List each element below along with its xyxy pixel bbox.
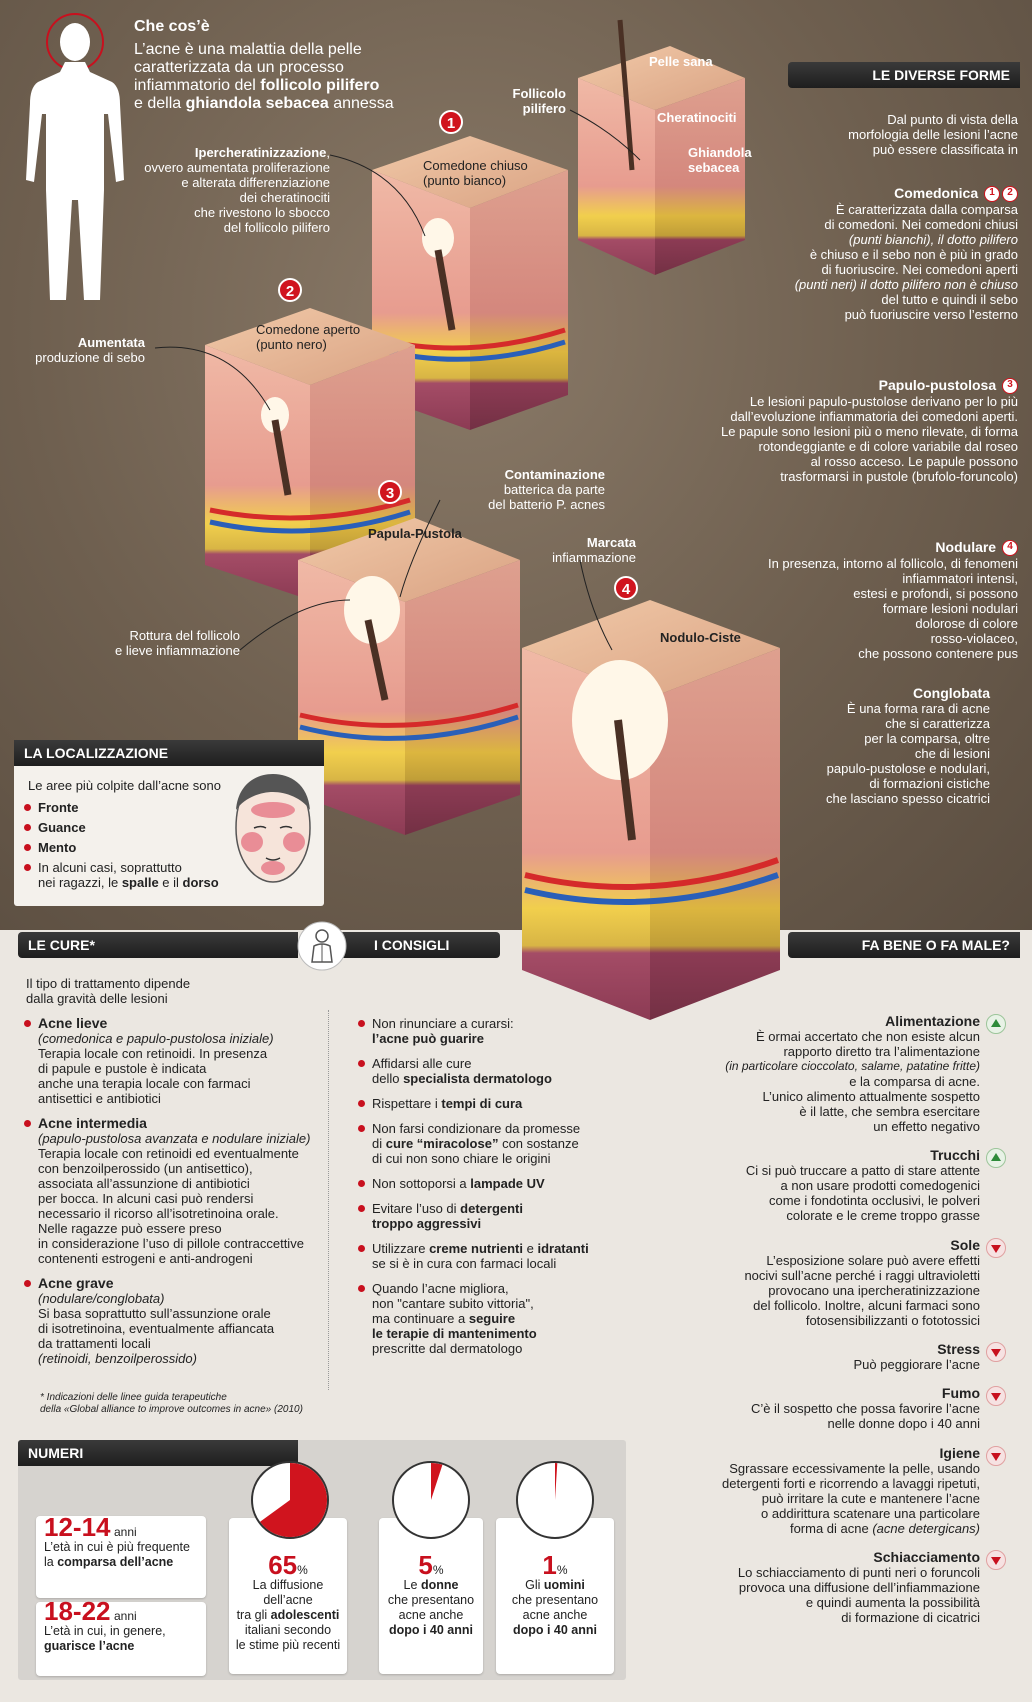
bad-arrow-icon [986, 1238, 1006, 1258]
cure-lieve: Acne lieve (comedonica e papulo-pustolosa iniziale) Terapia locale con retinoidi. In presenza di papule e pustole è indicata anche una terapia locale con farmaci antisettici e antibiotici [22, 1016, 322, 1106]
forme-intro: Dal punto di vista della morfologia delle lesioni l’acne può essere classificata in [848, 112, 1018, 157]
fabene-header: FA BENE O FA MALE? [788, 932, 1020, 958]
localizzazione-intro: Le aree più colpite dall’acne sono [28, 778, 221, 793]
loc-item-spalle-dorso: In alcuni casi, soprattutto nei ragazzi, le spalle e il dorso [22, 860, 232, 890]
good-arrow-icon [986, 1014, 1006, 1034]
cure-intro: Il tipo di trattamento dipende dalla gravità delle lesioni [26, 976, 191, 1006]
label-ghiandola-sebacea: Ghiandola sebacea [688, 145, 752, 175]
fabene-igiene: Igiene Sgrassare eccessivamente la pelle, usando detergenti forti e ricorrendo a lavaggi ripetuti, può irritare la cute e mantenere l’acne o addirittura scatenare una particolare forma di acne (acne detergicans) [680, 1446, 980, 1536]
cube-papula-pustola [298, 518, 520, 835]
badge-2: 2 [278, 278, 302, 302]
intro-line-4: e della ghiandola sebacea annessa [134, 95, 394, 112]
label-contaminazione: Contaminazione batterica da parte del batterio P. acnes [488, 467, 605, 512]
mini-badge-2: 2 [1002, 186, 1018, 202]
consiglio-7: Utilizzare creme nutrienti e idratanti se si è in cura con farmaci locali [356, 1241, 626, 1271]
label-pelle-sana: Pelle sana [649, 54, 713, 69]
loc-item-guance: Guance [22, 820, 232, 835]
label-cheratinociti: Cheratinociti [657, 110, 737, 125]
face-icon [226, 770, 320, 890]
numeri-card-5: 5% Le donne che presentano acne anche dopo i 40 anni [379, 1518, 483, 1674]
intro-line-1: L’acne è una malattia della pelle [134, 41, 362, 58]
badge-1: 1 [439, 110, 463, 134]
pie-65-percent [248, 1458, 332, 1542]
fabene-fumo: Fumo C’è il sospetto che possa favorire l’acne nelle donne dopo i 40 anni [680, 1386, 980, 1431]
forme-papulo-pustolosa: Papulo-pustolosa 3 Le lesioni papulo-pustolose derivano per lo più dall’evoluzione infiammatoria dei comedoni aperti. Le papule sono lesioni più o meno rilevate, di forma rotondeggiante e di colore variabile dal roseo al rosso acceso. Le papule possono trasformarsi in pustole (brufolo-foruncolo) [720, 377, 1018, 485]
label-comedone-aperto: Comedone aperto (punto nero) [256, 322, 361, 352]
pie-5-percent [389, 1458, 473, 1542]
numeri-card-65: 65% La diffusione dell’acne tra gli adolescenti italiani secondo le stime più recenti [229, 1518, 347, 1674]
fabene-alimentazione: Alimentazione È ormai accertato che non esiste alcun rapporto diretto tra l’alimentazione (in particolare cioccolato, salame, patatine fritte) e la comparsa di acne. L’unico alimento attualmente sospetto è il latte, che sembra esercitare un effetto negativo [680, 1014, 980, 1134]
cube-nodulo-ciste [522, 600, 780, 1020]
cure-intermedia: Acne intermedia (papulo-pustolosa avanzata e nodulare iniziale) Terapia locale con retinoidi ed eventualmente con benzoilperossido (un antisettico), associata all’assunzione di antibiotici per bocca. In alcuni casi può rendersi necessario il ricorso all’isotretinoina orale. Nelle ragazze può essere preso in considerazione l’uso di pillole contraccettive contenenti estrogeni e anti-androgeni [22, 1116, 322, 1266]
consiglio-6: Evitare l’uso di detergenti troppo aggressivi [356, 1201, 626, 1231]
label-rottura-follicolo: Rottura del follicolo e lieve infiammazione [114, 628, 240, 658]
doctor-icon [296, 920, 348, 972]
consigli-divider [328, 1010, 331, 1390]
bad-arrow-icon [986, 1386, 1006, 1406]
bad-arrow-icon [986, 1342, 1006, 1362]
label-nodulo-ciste: Nodulo-Ciste [660, 630, 741, 645]
fabene-stress: Stress Può peggiorare l’acne [680, 1342, 980, 1372]
consiglio-1: Non rinunciare a curarsi: l’acne può guarire [356, 1016, 626, 1046]
numeri-card-12-14: 12-14 anni L’età in cui è più frequente la comparsa dell’acne [36, 1516, 206, 1598]
consiglio-5: Non sottoporsi a lampade UV [356, 1176, 626, 1191]
label-comedone-chiuso: Comedone chiuso (punto bianco) [423, 158, 528, 188]
numeri-card-1: 1% Gli uomini che presentano acne anche dopo i 40 anni [496, 1518, 614, 1674]
label-marcata-infiammazione: Marcata infiammazione [552, 535, 636, 565]
cure-grave: Acne grave (nodulare/conglobata) Si basa soprattutto sull’assunzione orale di isotretinoina, eventualmente affiancata da trattamenti locali (retinoidi, benzoilperossido) [22, 1276, 322, 1366]
mini-badge-1: 1 [984, 186, 1000, 202]
consigli-list [356, 1016, 626, 1366]
cure-list [22, 1016, 322, 1376]
bad-arrow-icon [986, 1446, 1006, 1466]
localizzazione-list [22, 800, 232, 900]
localizzazione-header: LA LOCALIZZAZIONE [14, 740, 324, 766]
numeri-card-18-22: 18-22 anni L’età in cui, in genere, guarisce l’acne [36, 1602, 206, 1676]
label-ipercheratinizzazione: Ipercheratinizzazione, ovvero aumentata proliferazione e alterata differenziazione dei cheratinociti che rivestono lo sbocco del follicolo pilifero [144, 145, 330, 235]
cure-header: LE CURE* [18, 932, 298, 958]
badge-4: 4 [614, 576, 638, 600]
fabene-trucchi: Trucchi Ci si può truccare a patto di stare attente a non usare prodotti comedogenici come i fondotinta occlusivi, le polveri colorate e le creme troppo grasse [680, 1148, 980, 1223]
cure-note: * Indicazioni delle linee guida terapeutiche della «Global alliance to improve outcomes in acne» (2010) [40, 1392, 303, 1415]
bad-arrow-icon [986, 1550, 1006, 1570]
good-arrow-icon [986, 1148, 1006, 1168]
fabene-schiacciamento: Schiacciamento Lo schiacciamento di punti neri o foruncoli provoca una diffusione dell’infiammazione e quindi aumenta la possibilità di formazione di cicatrici [680, 1550, 980, 1625]
fabene-sole: Sole L’esposizione solare può avere effetti nocivi sull’acne perché i raggi ultravioletti provocano una ipercheratinizzazione del follicolo. Inoltre, alcuni farmaci sono fotosensibilizzanti o fototossici [680, 1238, 980, 1328]
forme-nodulare: Nodulare 4 In presenza, intorno al follicolo, di fenomeni infiammatori intensi, estesi e profondi, si possono formare lesioni nodulari dolorose di colore rosso-violaceo, che possono contenere pus [767, 539, 1018, 662]
forme-comedonica: Comedonica 1 2 È caratterizzata dalla comparsa di comedoni. Nei comedoni chiusi (punti bianchi), il dotto pilifero è chiuso e il sebo non è più in grado di fuoriuscire. Nei comedoni aperti (punti neri) il dotto pilifero non è chiuso del tutto e quindi il sebo può fuoriuscire verso l’esterno [794, 185, 1018, 323]
forme-conglobata: Conglobata È una forma rara di acne che si caratterizza per la comparsa, oltre che di lesioni papulo-pustolose e nodulari, di formazioni cistiche che lasciano spesso cicatrici [825, 685, 990, 806]
mini-badge-3: 3 [1002, 378, 1018, 394]
loc-item-mento: Mento [22, 840, 232, 855]
intro-line-3: infiammatorio del follicolo pilifero [134, 77, 380, 94]
consiglio-8: Quando l’acne migliora, non "cantare subito vittoria", ma continuare a seguire le terapie di mantenimento prescritte dal dermatologo [356, 1281, 626, 1356]
consigli-header: I CONSIGLI [340, 932, 500, 958]
pie-1-percent [513, 1458, 597, 1542]
consiglio-2: Affidarsi alle cure dello specialista dermatologo [356, 1056, 626, 1086]
intro-title: Che cos’è [134, 18, 210, 35]
label-follicolo-pilifero: Follicolo pilifero [512, 86, 566, 116]
forme-header: LE DIVERSE FORME [788, 62, 1020, 88]
fabene-list [700, 1010, 1020, 1630]
numeri-header: NUMERI [18, 1440, 298, 1466]
consiglio-4: Non farsi condizionare da promesse di cure “miracolose” con sostanze di cui non sono chiare le origini [356, 1121, 626, 1166]
loc-item-fronte: Fronte [22, 800, 232, 815]
label-aumentata-sebo: Aumentata produzione di sebo [35, 335, 145, 365]
consiglio-3: Rispettare i tempi di cura [356, 1096, 626, 1111]
label-papula-pustola: Papula-Pustola [368, 526, 462, 541]
intro-line-2: caratterizzata da un processo [134, 59, 344, 76]
badge-3: 3 [378, 480, 402, 504]
mini-badge-4: 4 [1002, 540, 1018, 556]
